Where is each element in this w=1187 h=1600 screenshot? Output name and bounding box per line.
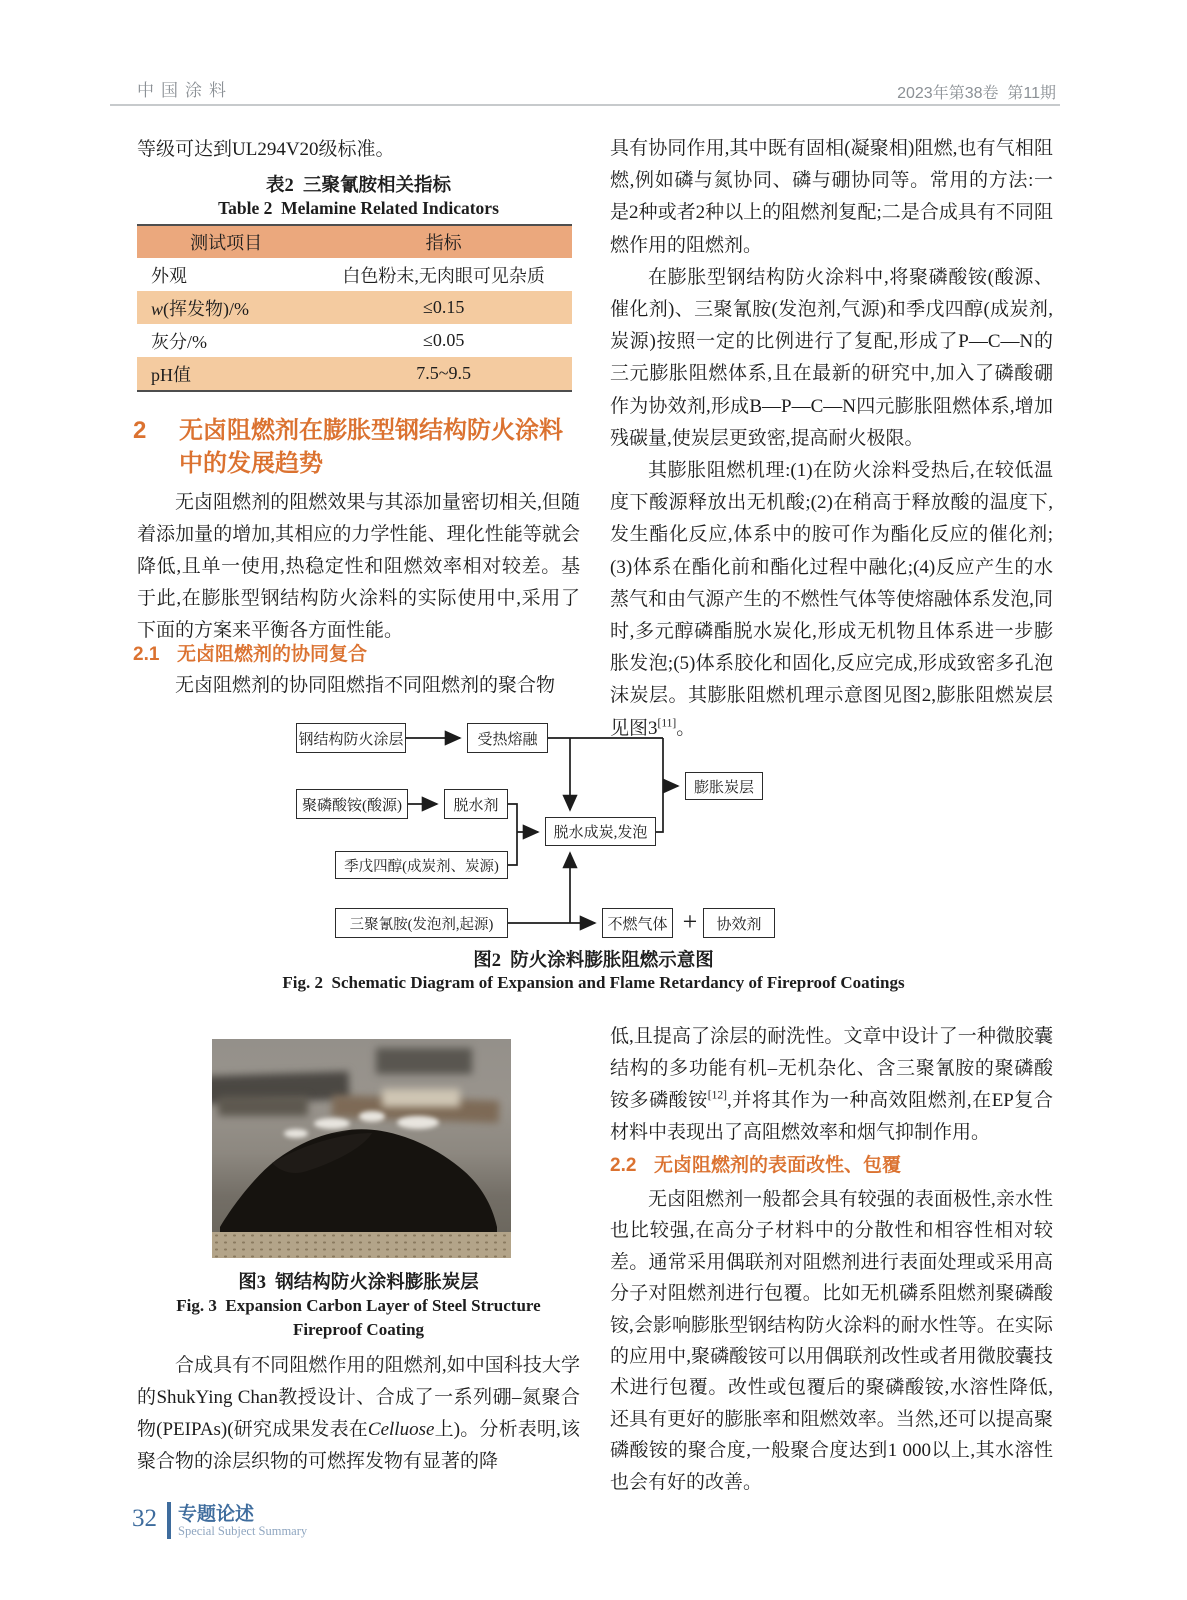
figure3-caption-en-line1: Fig. 3 Expansion Carbon Layer of Steel Structure [176, 1296, 541, 1315]
flow-box-expanded-char-layer: 膨胀炭层 [685, 772, 763, 800]
flow-box-ammonium-polyphosphate: 聚磷酸铵(酸源) [296, 789, 408, 819]
right-paragraph-2: 在膨胀型钢结构防火涂料中,将聚磷酸铵(酸源、催化剂)、三聚氰胺(发泡剂,气源)和季戊四醇(成炭剂,炭源)按照一定的比例进行了复配,形成了P—C—N的三元膨胀阻燃体系,且在最新的研究中,加入了磷酸硼作为协效剂,形成B—P—C—N四元膨胀阻燃体系,增加残碳量,使炭层更致密,提高耐火极限。 [610, 266, 1053, 449]
table2-col1-header: 测试项目 [137, 225, 315, 258]
citation-12: [12] [707, 1089, 727, 1102]
flow-box-heat-melt: 受热熔融 [467, 723, 548, 753]
left-paragraph-1-text: 无卤阻燃剂的阻燃效果与其添加量密切相关,但随着添加量的增加,其相应的力学性能、理化性能等就会降低,且单一使用,热稳定性和阻燃效率相对较差。基于此,在膨胀型钢结构防火涂料的实际使用中,采用了下面的方案来平衡各方面性能。 [137, 492, 580, 641]
left-column-bottom [137, 1350, 580, 1478]
table2-item-ph: pH值 [137, 357, 315, 391]
left-paragraph-3-lead: 合成具有不同阻燃作用的阻燃剂,如中国科技大学的ShukYing Chan教授设计、合成了一系列硼–氮聚合物(PEIPAs)(研究成果发表在 [137, 1355, 580, 1440]
section-2-2-title: 无卤阻燃剂的表面改性、包覆 [654, 1155, 902, 1176]
table2-item-volatile [137, 291, 315, 324]
frost-highlight [397, 1116, 439, 1129]
table2-header-row [137, 225, 572, 258]
left-paragraph-1 [137, 487, 580, 647]
char-mound-shape [212, 1039, 511, 1258]
right-column-top [610, 133, 1053, 745]
right-column-bottom [610, 1021, 1053, 1498]
figure3-caption-en-line2: Fireproof Coating [292, 1320, 425, 1339]
page-number: 32 [132, 1505, 157, 1532]
right-paragraph-4-lead: 低,且提高了涂层的耐洗性。文章中设计了一种微胶囊结构的多功能有机–无机杂化、含三聚氰胺的聚磷酸铵多磷酸铵 [610, 1026, 1053, 1111]
table-row [137, 357, 572, 391]
right-paragraph-1: 具有协同作用,其中既有固相(凝聚相)阻燃,也有气相阻燃,例如磷与氮协同、磷与硼协同等。常用的方法:一是2种或者2种以上的阻燃剂复配;二是合成具有不同阻燃作用的阻燃剂。 [610, 138, 1053, 256]
table2-value-ph: 7.5~9.5 [315, 357, 572, 391]
flow-box-melamine: 三聚氰胺(发泡剂,起源) [335, 908, 508, 938]
figure3-caption-cn: 图3 钢结构防火涂料膨胀炭层 [238, 1273, 479, 1293]
journal-name: 中国涂料 [137, 81, 233, 100]
flow-box-steel-coating: 钢结构防火涂层 [296, 723, 406, 753]
right-paragraph-3 [610, 455, 1053, 745]
table2-title-en: Table 2 Melamine Related Indicators [218, 198, 499, 218]
flow-box-dehydration-char-foam: 脱水成炭,发泡 [545, 817, 656, 846]
footer-section-en: Special Subject Summary [178, 1524, 308, 1538]
table2-value-ash: ≤0.05 [422, 330, 465, 350]
table-row [137, 291, 572, 324]
header-rule [110, 104, 1060, 106]
section-2-1-number: 2.1 [133, 644, 160, 665]
section-2-title: 无卤阻燃剂在膨胀型钢结构防火涂料中的发展趋势 [179, 417, 563, 477]
right-paragraph-4-tail: ,并将其作为一种高效阻燃剂,在EP复合材料中表现出了高阻燃效率和烟气抑制作用。 [610, 1090, 1053, 1143]
flow-box-nonflammable-gas: 不燃气体 [602, 908, 673, 938]
section-2-1-heading [133, 642, 580, 668]
plus-icon: + [682, 907, 698, 936]
table2-col2-header: 指标 [315, 225, 572, 258]
table2-item-volatile-symbol: w [151, 298, 164, 319]
section-2-heading [133, 414, 583, 480]
figure2-flowchart [280, 705, 790, 945]
right-paragraph-4 [610, 1021, 1053, 1149]
flow-box-synergist: 协效剂 [703, 908, 775, 938]
section-2-number: 2 [133, 417, 147, 444]
left-intro-line: 等级可达到UL294V20级标准。 [137, 139, 395, 160]
citation-11: [11] [657, 717, 677, 730]
photo-substrate-strip [212, 1232, 511, 1258]
left-paragraph-3-tail: 上)。分析表明,该聚合物的涂层织物的可燃挥发物有显著的降 [137, 1419, 580, 1472]
frost-highlight [284, 1129, 308, 1138]
left-paragraph-3 [137, 1350, 580, 1478]
section-2-2-number: 2.2 [610, 1155, 637, 1176]
flow-box-dehydrant: 脱水剂 [444, 789, 508, 819]
table2-item-appearance: 外观 [151, 265, 187, 286]
table2-title-cn: 表2 三聚氰胺相关指标 [265, 176, 451, 196]
footer-section-cn: 专题论述 [178, 1504, 255, 1525]
table-row [137, 324, 572, 357]
right-paragraph-3-text: 其膨胀阻燃机理:(1)在防火涂料受热后,在较低温度下酸源释放出无机酸;(2)在稍高于释放酸的温度下,发生酯化反应,体系中的胺可作为酯化反应的催化剂;(3)体系在酯化前和酯化过程中融化;(4)反应产生的水蒸气和由气源产生的不燃性气体等使熔融体系发泡,同时,多元醇磷酯脱水炭化,形成无机物且体系进一步膨胀发泡;(5)体系胶化和固化,反应完成,形成致密多孔泡沫炭层。其膨胀阻燃机理示意图见图2,膨胀阻燃炭层见图3 [610, 460, 1053, 739]
table2 [137, 224, 572, 392]
table2-item-volatile-rest: (挥发物)/% [163, 298, 249, 319]
section-2-1-title: 无卤阻燃剂的协同复合 [177, 644, 368, 665]
table-row [137, 258, 572, 291]
table2-value-volatile: ≤0.15 [315, 291, 572, 324]
right-paragraph-3-tail: 。 [676, 717, 696, 739]
table2-item-ash: 灰分/% [151, 331, 207, 352]
figure3-photo [212, 1039, 511, 1258]
frost-highlight [314, 1118, 350, 1129]
issue-info: 2023年第38卷 第11期 [897, 85, 1056, 102]
left-paragraph-2-firstline: 无卤阻燃剂的协同阻燃指不同阻燃剂的聚合物 [175, 675, 556, 696]
figure2-caption-en: Fig. 2 Schematic Diagram of Expansion and Flame Retardancy of Fireproof Coatings [282, 973, 905, 992]
footer-divider-bar [167, 1502, 171, 1539]
section-2-2-heading [610, 1153, 1053, 1179]
right-paragraph-5: 无卤阻燃剂一般都会具有较强的表面极性,亲水性也比较强,在高分子材料中的分散性和相容性相对较差。通常采用偶联剂对阻燃剂进行表面处理或采用高分子对阻燃剂进行包覆。比如无机磷系阻燃剂聚磷酸铵,会影响膨胀型钢结构防火涂料的耐水性等。在实际的应用中,聚磷酸铵可以用偶联剂改性或者用微胶囊技术进行包覆。改性或包覆后的聚磷酸铵,水溶性降低,还具有更好的膨胀率和阻燃效率。当然,还可以提高聚磷酸铵的聚合度,一般聚合度达到1 000以上,其水溶性也会有好的改善。 [610, 1189, 1053, 1493]
flow-box-pentaerythritol: 季戊四醇(成炭剂、炭源) [335, 851, 508, 879]
figure2-caption-cn: 图2 防火涂料膨胀阻燃示意图 [473, 951, 714, 971]
table2-value-appearance: 白色粉末,无肉眼可见杂质 [342, 265, 545, 286]
journal-name-italic: Celluose [367, 1419, 435, 1440]
